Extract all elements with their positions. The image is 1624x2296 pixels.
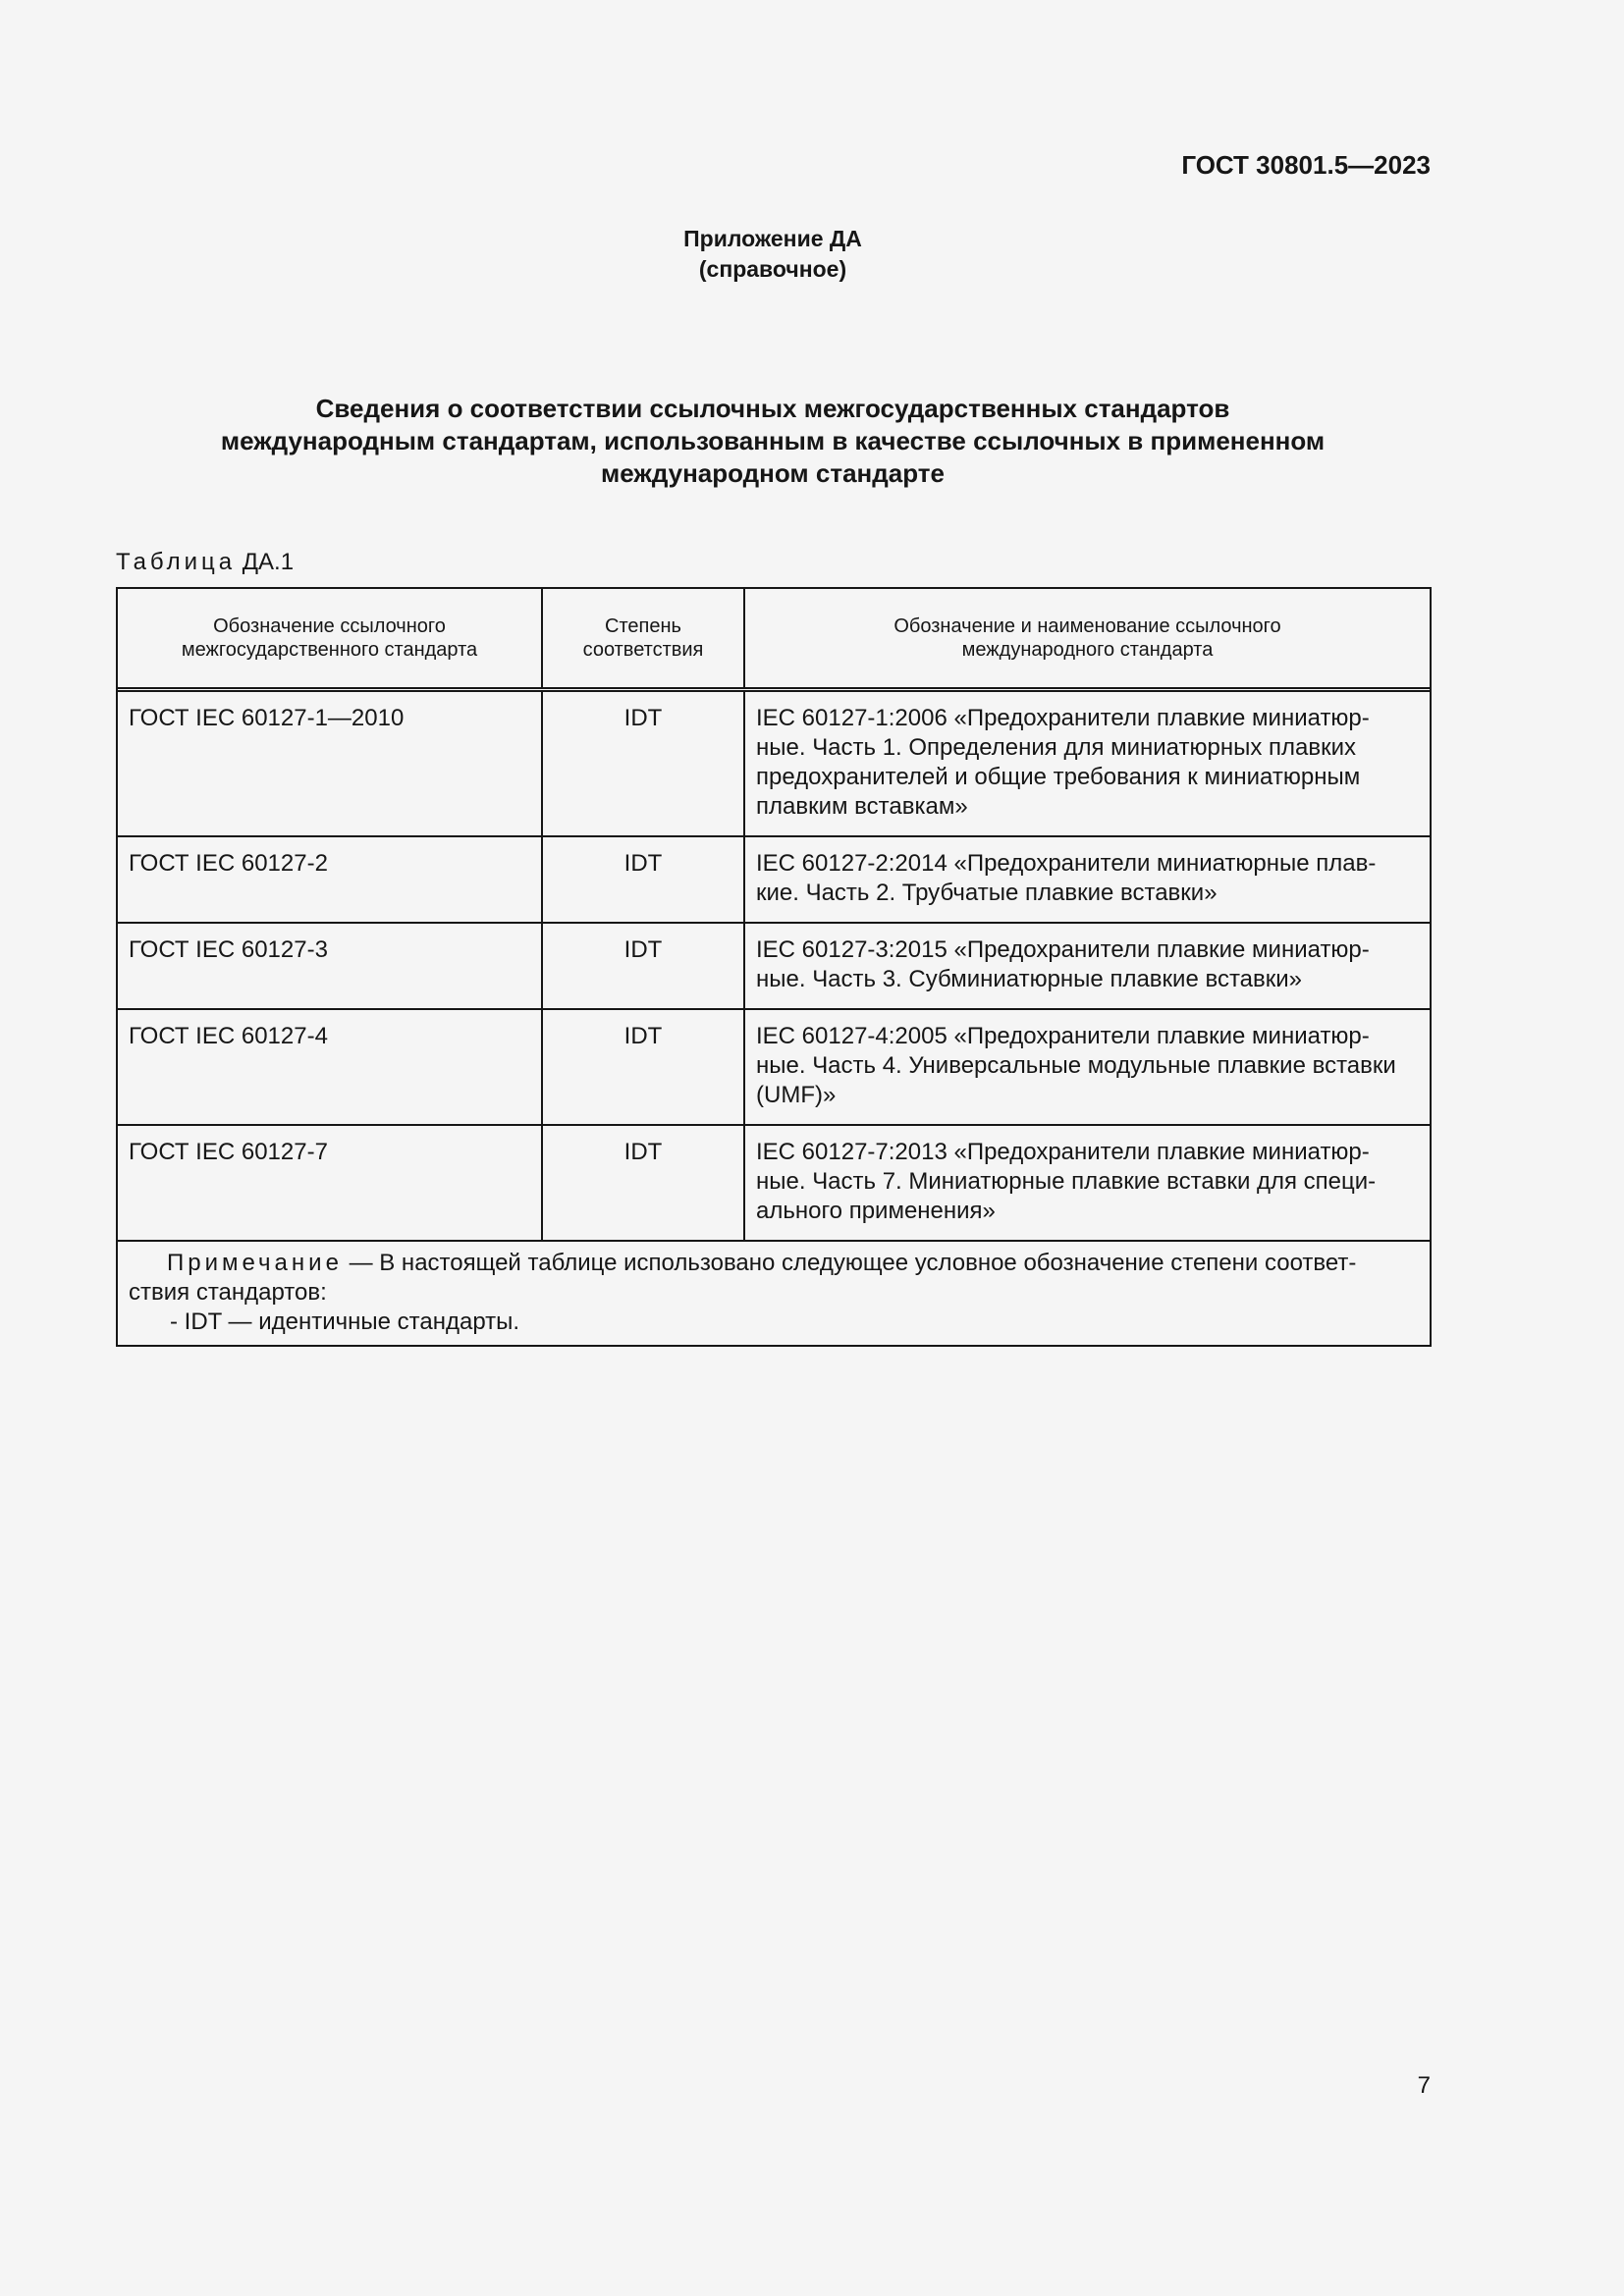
cell-line: кие. Часть 2. Трубчатые плавкие вставки» xyxy=(756,880,1218,906)
cell-line: ные. Часть 1. Определения для миниатюрных плавких xyxy=(756,734,1357,761)
cell-line: IEC 60127-7:2013 «Предохранители плавкие миниатюр- xyxy=(756,1139,1370,1165)
appendix-subtitle: (справочное) xyxy=(698,256,847,282)
cell-interstate-standard: ГОСТ IEC 60127-4 xyxy=(118,1009,542,1125)
appendix-title: Приложение ДА xyxy=(683,226,862,251)
cell-line: IEC 60127-4:2005 «Предохранители плавкие миниатюр- xyxy=(756,1023,1370,1049)
cell-degree: IDT xyxy=(542,1125,744,1241)
note-first-line xyxy=(129,1249,1419,1278)
note-list-item: - IDT — идентичные стандарты. xyxy=(170,1308,520,1335)
cell-international-standard xyxy=(744,690,1430,837)
appendix-heading xyxy=(0,224,1545,285)
page-number: 7 xyxy=(1417,2072,1431,2099)
header-degree xyxy=(542,589,744,690)
cell-interstate-standard: ГОСТ IEC 60127-2 xyxy=(118,836,542,923)
table-caption-number: ДА.1 xyxy=(242,549,295,575)
cell-line: предохранителей и общие требования к миниатюрным xyxy=(756,764,1361,790)
title-line: международном стандарте xyxy=(601,458,945,488)
cell-line: IEC 60127-2:2014 «Предохранители миниатюрные плав- xyxy=(756,850,1377,877)
table-row xyxy=(118,1125,1430,1241)
reference-table xyxy=(118,589,1430,1242)
table-caption-word: Таблица xyxy=(116,549,237,575)
header-line: Степень xyxy=(605,615,681,637)
title-line: международным стандартам, использованным в качестве ссылочных в примененном xyxy=(220,426,1326,455)
document-code: ГОСТ 30801.5—2023 xyxy=(1181,150,1431,180)
table-row xyxy=(118,1009,1430,1125)
note-continuation: ствия стандартов: xyxy=(129,1279,327,1306)
table-row xyxy=(118,836,1430,923)
header-international-standard xyxy=(744,589,1430,690)
note-text: — В настоящей таблице использовано следующее условное обозначение степени соответ- xyxy=(342,1250,1357,1276)
table-caption xyxy=(116,546,294,579)
cell-international-standard xyxy=(744,1125,1430,1241)
cell-interstate-standard: ГОСТ IEC 60127-7 xyxy=(118,1125,542,1241)
table-row xyxy=(118,923,1430,1009)
header-line: международного стандарта xyxy=(961,639,1214,661)
header-line: Обозначение ссылочного xyxy=(213,615,446,637)
cell-line: ные. Часть 3. Субминиатюрные плавкие вставки» xyxy=(756,966,1303,992)
cell-degree: IDT xyxy=(542,690,744,837)
header-line: соответствия xyxy=(582,639,704,661)
cell-degree: IDT xyxy=(542,923,744,1009)
reference-table-container xyxy=(116,587,1432,1347)
cell-line: плавким вставкам» xyxy=(756,793,968,820)
cell-interstate-standard: ГОСТ IEC 60127-3 xyxy=(118,923,542,1009)
cell-line: ального применения» xyxy=(756,1198,996,1224)
header-interstate-standard xyxy=(118,589,542,690)
note-label: Примечание xyxy=(167,1250,343,1276)
cell-degree: IDT xyxy=(542,836,744,923)
document-title xyxy=(0,393,1545,490)
cell-international-standard xyxy=(744,836,1430,923)
cell-line: (UMF)» xyxy=(756,1082,837,1108)
cell-line: IEC 60127-3:2015 «Предохранители плавкие миниатюр- xyxy=(756,936,1370,963)
header-line: межгосударственного стандарта xyxy=(181,639,478,661)
header-line: Обозначение и наименование ссылочного xyxy=(893,615,1281,637)
cell-degree: IDT xyxy=(542,1009,744,1125)
title-line: Сведения о соответствии ссылочных межгосударственных стандартов xyxy=(315,394,1230,423)
table-row xyxy=(118,690,1430,837)
cell-interstate-standard: ГОСТ IEC 60127-1—2010 xyxy=(118,690,542,837)
cell-line: ные. Часть 4. Универсальные модульные плавкие вставки xyxy=(756,1052,1396,1079)
cell-line: IEC 60127-1:2006 «Предохранители плавкие миниатюр- xyxy=(756,705,1370,731)
cell-international-standard xyxy=(744,923,1430,1009)
cell-line: ные. Часть 7. Миниатюрные плавкие вставки для специ- xyxy=(756,1168,1377,1195)
table-header-row xyxy=(118,589,1430,690)
table-note xyxy=(118,1242,1430,1345)
cell-international-standard xyxy=(744,1009,1430,1125)
